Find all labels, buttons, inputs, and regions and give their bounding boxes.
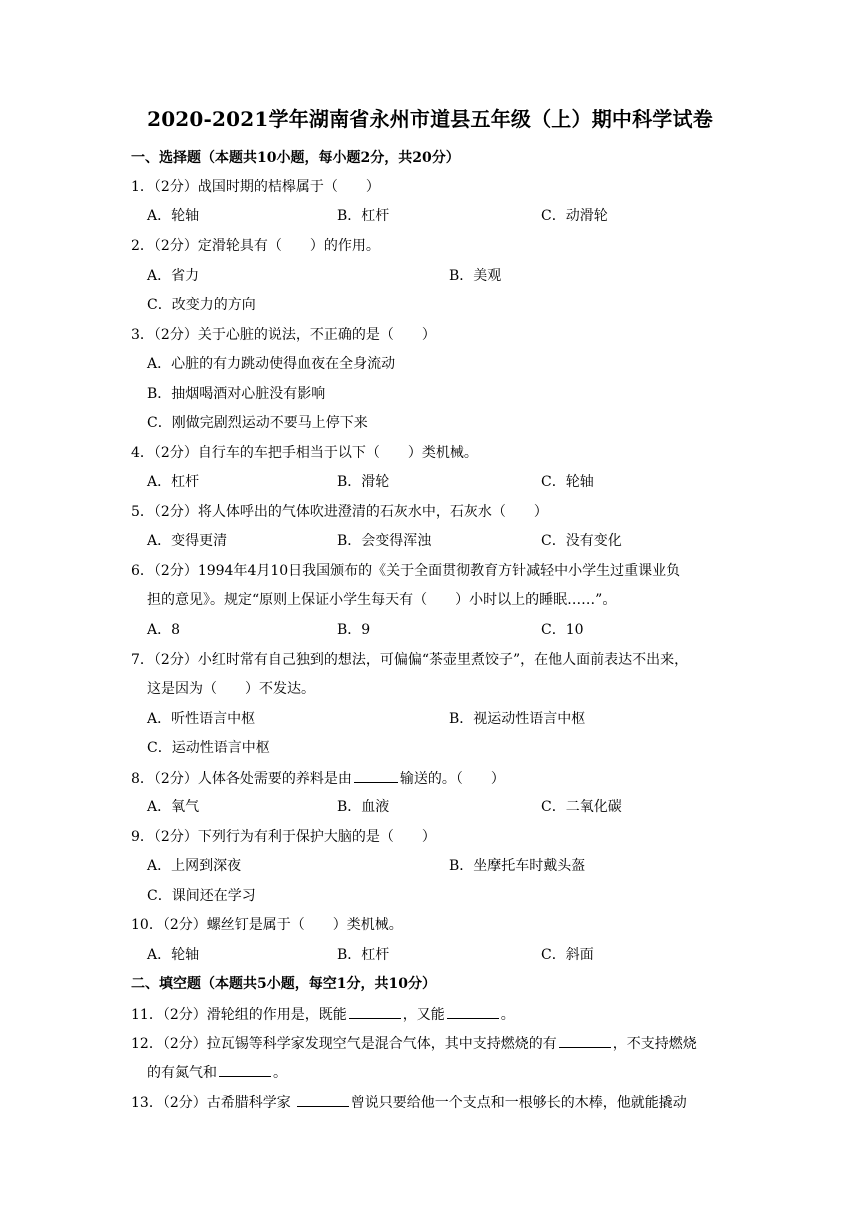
- question-13-stem: [131, 1092, 687, 1113]
- question-10-stem: 10．（2分）螺丝钉是属于（ ）类机械。: [131, 917, 403, 933]
- question-12-blank-2: [219, 1062, 271, 1077]
- question-7-stem: 7．（2分）小红时常有自己独到的想法，可偏偏“茶壶里煮饺子”，在他人面前表达不出来，: [131, 652, 689, 668]
- question-6-stem-continued: 担的意见》。规定“原则上保证小学生每天有（ ）小时以上的睡眠……”。: [147, 592, 617, 608]
- question-7-option-c: C．运动性语言中枢: [147, 740, 270, 756]
- question-12-text-cont-a: 的有氮气和: [147, 1065, 217, 1081]
- question-9-stem: 9．（2分）下列行为有利于保护大脑的是（ ）: [131, 829, 436, 845]
- question-7-option-a: A．听性语言中枢: [147, 711, 256, 727]
- question-8-option-c: C．二氧化碳: [541, 799, 622, 815]
- question-8-stem-end: 输送的。（ ）: [399, 771, 505, 787]
- question-11-text-a: 11．（2分）滑轮组的作用是，既能: [131, 1007, 347, 1023]
- question-6-option-a: A．8: [147, 622, 181, 638]
- exam-title: 2020-2021学年湖南省永州市道县五年级（上）期中科学试卷: [147, 107, 713, 131]
- question-8-option-a: A．氧气: [147, 799, 200, 815]
- question-9-option-a: A．上网到深夜: [147, 858, 242, 874]
- question-7-stem-continued: 这是因为（ ）不发达。: [147, 681, 315, 697]
- question-2-option-c: C．改变力的方向: [147, 297, 256, 313]
- question-8-blank: [354, 768, 398, 783]
- question-8-stem: [131, 768, 505, 789]
- question-11-text-c: 。: [500, 1007, 515, 1023]
- question-4-stem: 4．（2分）自行车的车把手相当于以下（ ）类机械。: [131, 445, 478, 461]
- question-9-option-b: B．坐摩托车时戴头盔: [449, 858, 586, 874]
- question-10-option-c: C．斜面: [541, 947, 594, 963]
- question-7-option-b: B．视运动性语言中枢: [449, 711, 586, 727]
- question-3-option-c: C．刚做完剧烈运动不要马上停下来: [147, 415, 368, 431]
- question-12-blank-1: [559, 1033, 611, 1048]
- question-3-stem: 3．（2分）关于心脏的说法，不正确的是（ ）: [131, 327, 436, 343]
- question-11-stem: [131, 1004, 515, 1025]
- question-6-option-b: B．9: [337, 622, 371, 638]
- question-10-option-b: B．杠杆: [337, 947, 390, 963]
- section-heading-choice: 一、选择题（本题共10小题，每小题2分，共20分）: [131, 150, 460, 166]
- question-3-option-b: B．抽烟喝酒对心脏没有影响: [147, 386, 326, 402]
- question-1-stem: 1．（2分）战国时期的桔槔属于（ ）: [131, 179, 380, 195]
- question-12-stem-continued: [147, 1062, 287, 1083]
- question-6-option-c: C．10: [541, 622, 584, 638]
- question-11-text-b: ，又能: [402, 1007, 445, 1023]
- question-8-option-b: B．血液: [337, 799, 390, 815]
- question-3-option-a: A．心脏的有力跳动使得血夜在全身流动: [147, 356, 396, 372]
- question-9-option-c: C．课间还在学习: [147, 888, 256, 904]
- question-11-blank-2: [447, 1004, 499, 1019]
- question-2-option-b: B．美观: [449, 268, 502, 284]
- question-12-text-b: ，不支持燃烧: [612, 1036, 697, 1052]
- question-4-option-b: B．滑轮: [337, 474, 390, 490]
- question-1-option-a: A．轮轴: [147, 208, 200, 224]
- question-13-text-b: 曾说只要给他一个支点和一根够长的木棒，他就能撬动: [350, 1095, 687, 1111]
- question-5-option-a: A．变得更清: [147, 533, 228, 549]
- question-12-text-a: 12．（2分）拉瓦锡等科学家发现空气是混合气体，其中支持燃烧的有: [131, 1036, 557, 1052]
- question-8-stem-start: 8．（2分）人体各处需要的养料是由: [131, 771, 352, 787]
- question-11-blank-1: [349, 1004, 401, 1019]
- question-5-option-c: C．没有变化: [541, 533, 622, 549]
- question-1-option-b: B．杠杆: [337, 208, 390, 224]
- question-12-text-cont-b: 。: [273, 1065, 287, 1081]
- question-13-text-a: 13．（2分）古希腊科学家: [131, 1095, 291, 1111]
- question-12-stem: [131, 1033, 697, 1054]
- question-5-stem: 5．（2分）将人体呼出的气体吹进澄清的石灰水中，石灰水（ ）: [131, 504, 548, 520]
- question-6-stem: 6．（2分）1994年4月10日我国颁布的《关于全面贯彻教育方针减轻中小学生过重课业负: [131, 563, 681, 579]
- question-10-option-a: A．轮轴: [147, 947, 200, 963]
- question-2-option-a: A．省力: [147, 268, 200, 284]
- question-4-option-c: C．轮轴: [541, 474, 594, 490]
- question-13-blank: [297, 1092, 349, 1107]
- section-heading-fill: 二、填空题（本题共5小题，每空1分，共10分）: [131, 976, 436, 992]
- question-1-option-c: C．动滑轮: [541, 208, 608, 224]
- question-4-option-a: A．杠杆: [147, 474, 200, 490]
- question-2-stem: 2．（2分）定滑轮具有（ ）的作用。: [131, 238, 380, 254]
- question-5-option-b: B．会变得浑浊: [337, 533, 432, 549]
